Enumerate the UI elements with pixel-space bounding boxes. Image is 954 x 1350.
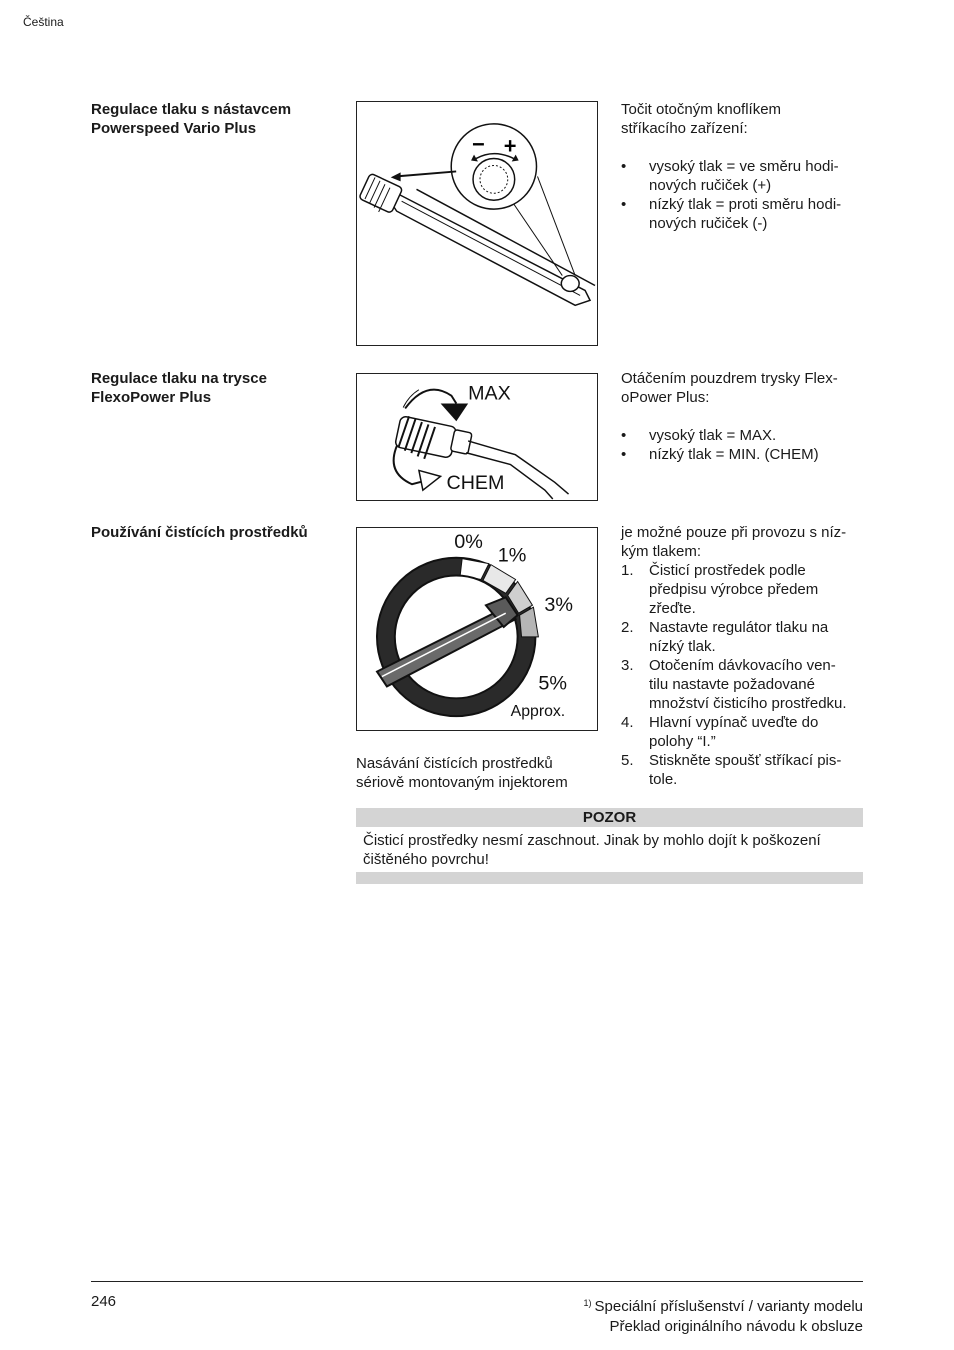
title-line: Používání čistících prostředků [91,524,308,541]
text-line: Čisticí prostředek podle [649,562,806,579]
warning-line: čištěného povrchu! [363,851,489,868]
language-label: Čeština [23,15,64,29]
caption-line: sériově montovaným injektorem [356,774,568,791]
list-item [621,426,866,445]
text-line: vysoký tlak = ve směru hodi- [649,158,839,175]
step-number: 1. [621,562,634,579]
list-item [621,656,869,713]
text-line: zřeďte. [649,600,696,617]
caption-line: Nasávání čistících prostředků [356,755,553,772]
text-line: nízký tlak. [649,638,716,655]
list-item [621,713,869,751]
text-line: Otáčením pouzdrem trysky Flex- [621,370,838,387]
text-line: Stiskněte spoušť stříkací pis- [649,752,842,769]
text-line: Točit otočným knoflíkem [621,101,782,118]
footer-notes [584,1293,863,1337]
text-line: nových ručiček (+) [649,177,772,194]
step-number: 3. [621,657,634,674]
footnote-text: Speciální příslušenství / varianty modelu [594,1298,863,1315]
list-item [621,195,866,233]
bullet-marker: • [621,158,627,175]
percent-3-label: 3% [544,594,573,617]
step-number: 5. [621,752,634,769]
plus-label: + [503,133,517,159]
warning-bottom-bar [356,872,863,884]
text-line: nízký tlak = proti směru hodi- [649,196,842,213]
text-line: kým tlakem: [621,543,702,560]
list-item [621,751,869,789]
chem-label: CHEM [446,472,505,495]
list-item [621,157,866,195]
text-line: množství čisticího prostředku. [649,695,847,712]
flexopower-illustration [357,374,597,500]
title-line: Regulace tlaku s nástavcem [91,101,292,118]
step-number: 4. [621,714,634,731]
warning-title: POZOR [356,808,863,827]
text-line: nízký tlak = MIN. (CHEM) [649,446,819,463]
text-line: oPower Plus: [621,389,710,406]
section-title-powerspeed [91,100,341,138]
text-line: předpisu výrobce předem [649,581,819,598]
text-line: je možné pouze při provozu s níz- [621,524,847,541]
bullet-marker: • [621,446,627,463]
text-line: Hlavní vypínač uveďte do [649,714,819,731]
text-line: polohy “I.” [649,733,716,750]
text-line: vysoký tlak = MAX. [649,427,777,444]
text-line: tilu nastavte požadované [649,676,815,693]
text-line: stříkacího zařízení: [621,120,748,137]
detergent-dial-illustration [357,528,597,730]
detergent-instructions [621,523,869,789]
warning-text [363,831,858,869]
step-number: 2. [621,619,634,636]
translation-note: Překlad originálního návodu k obsluze [609,1318,863,1335]
page-number: 246 [91,1293,117,1310]
warning-line: Čisticí prostředky nesmí zaschnout. Jinak by mohlo dojít k poškození [363,832,821,849]
detergent-figure-caption [356,754,606,792]
title-line: Powerspeed Vario Plus [91,120,257,137]
percent-5-label: 5% [538,672,568,695]
text-line: tole. [649,771,678,788]
powerspeed-figure [356,101,598,346]
footer-divider [91,1281,863,1282]
footnote-marker: 1) [583,1298,592,1308]
max-label: MAX [468,382,511,405]
title-line: FlexoPower Plus [91,389,212,406]
list-item [621,561,869,618]
title-line: Regulace tlaku na trysce [91,370,267,387]
powerspeed-instructions [621,100,866,233]
section-title-detergent [91,523,341,542]
minus-label: − [472,131,485,157]
list-item [621,445,866,464]
percent-0-label: 0% [454,530,483,553]
bullet-marker: • [621,196,627,213]
approx-label: Approx. [510,703,566,721]
footer-note-line [584,1293,863,1317]
percent-1-label: 1% [497,544,527,567]
detergent-dial-figure [356,527,598,731]
bullet-marker: • [621,427,627,444]
text-line: nových ručiček (-) [649,215,768,232]
powerspeed-illustration [357,102,597,345]
text-line: Nastavte regulátor tlaku na [649,619,829,636]
list-item [621,618,869,656]
flexopower-instructions [621,369,866,464]
flexopower-figure [356,373,598,501]
section-title-flexopower [91,369,341,407]
text-line: Otočením dávkovacího ven- [649,657,836,674]
